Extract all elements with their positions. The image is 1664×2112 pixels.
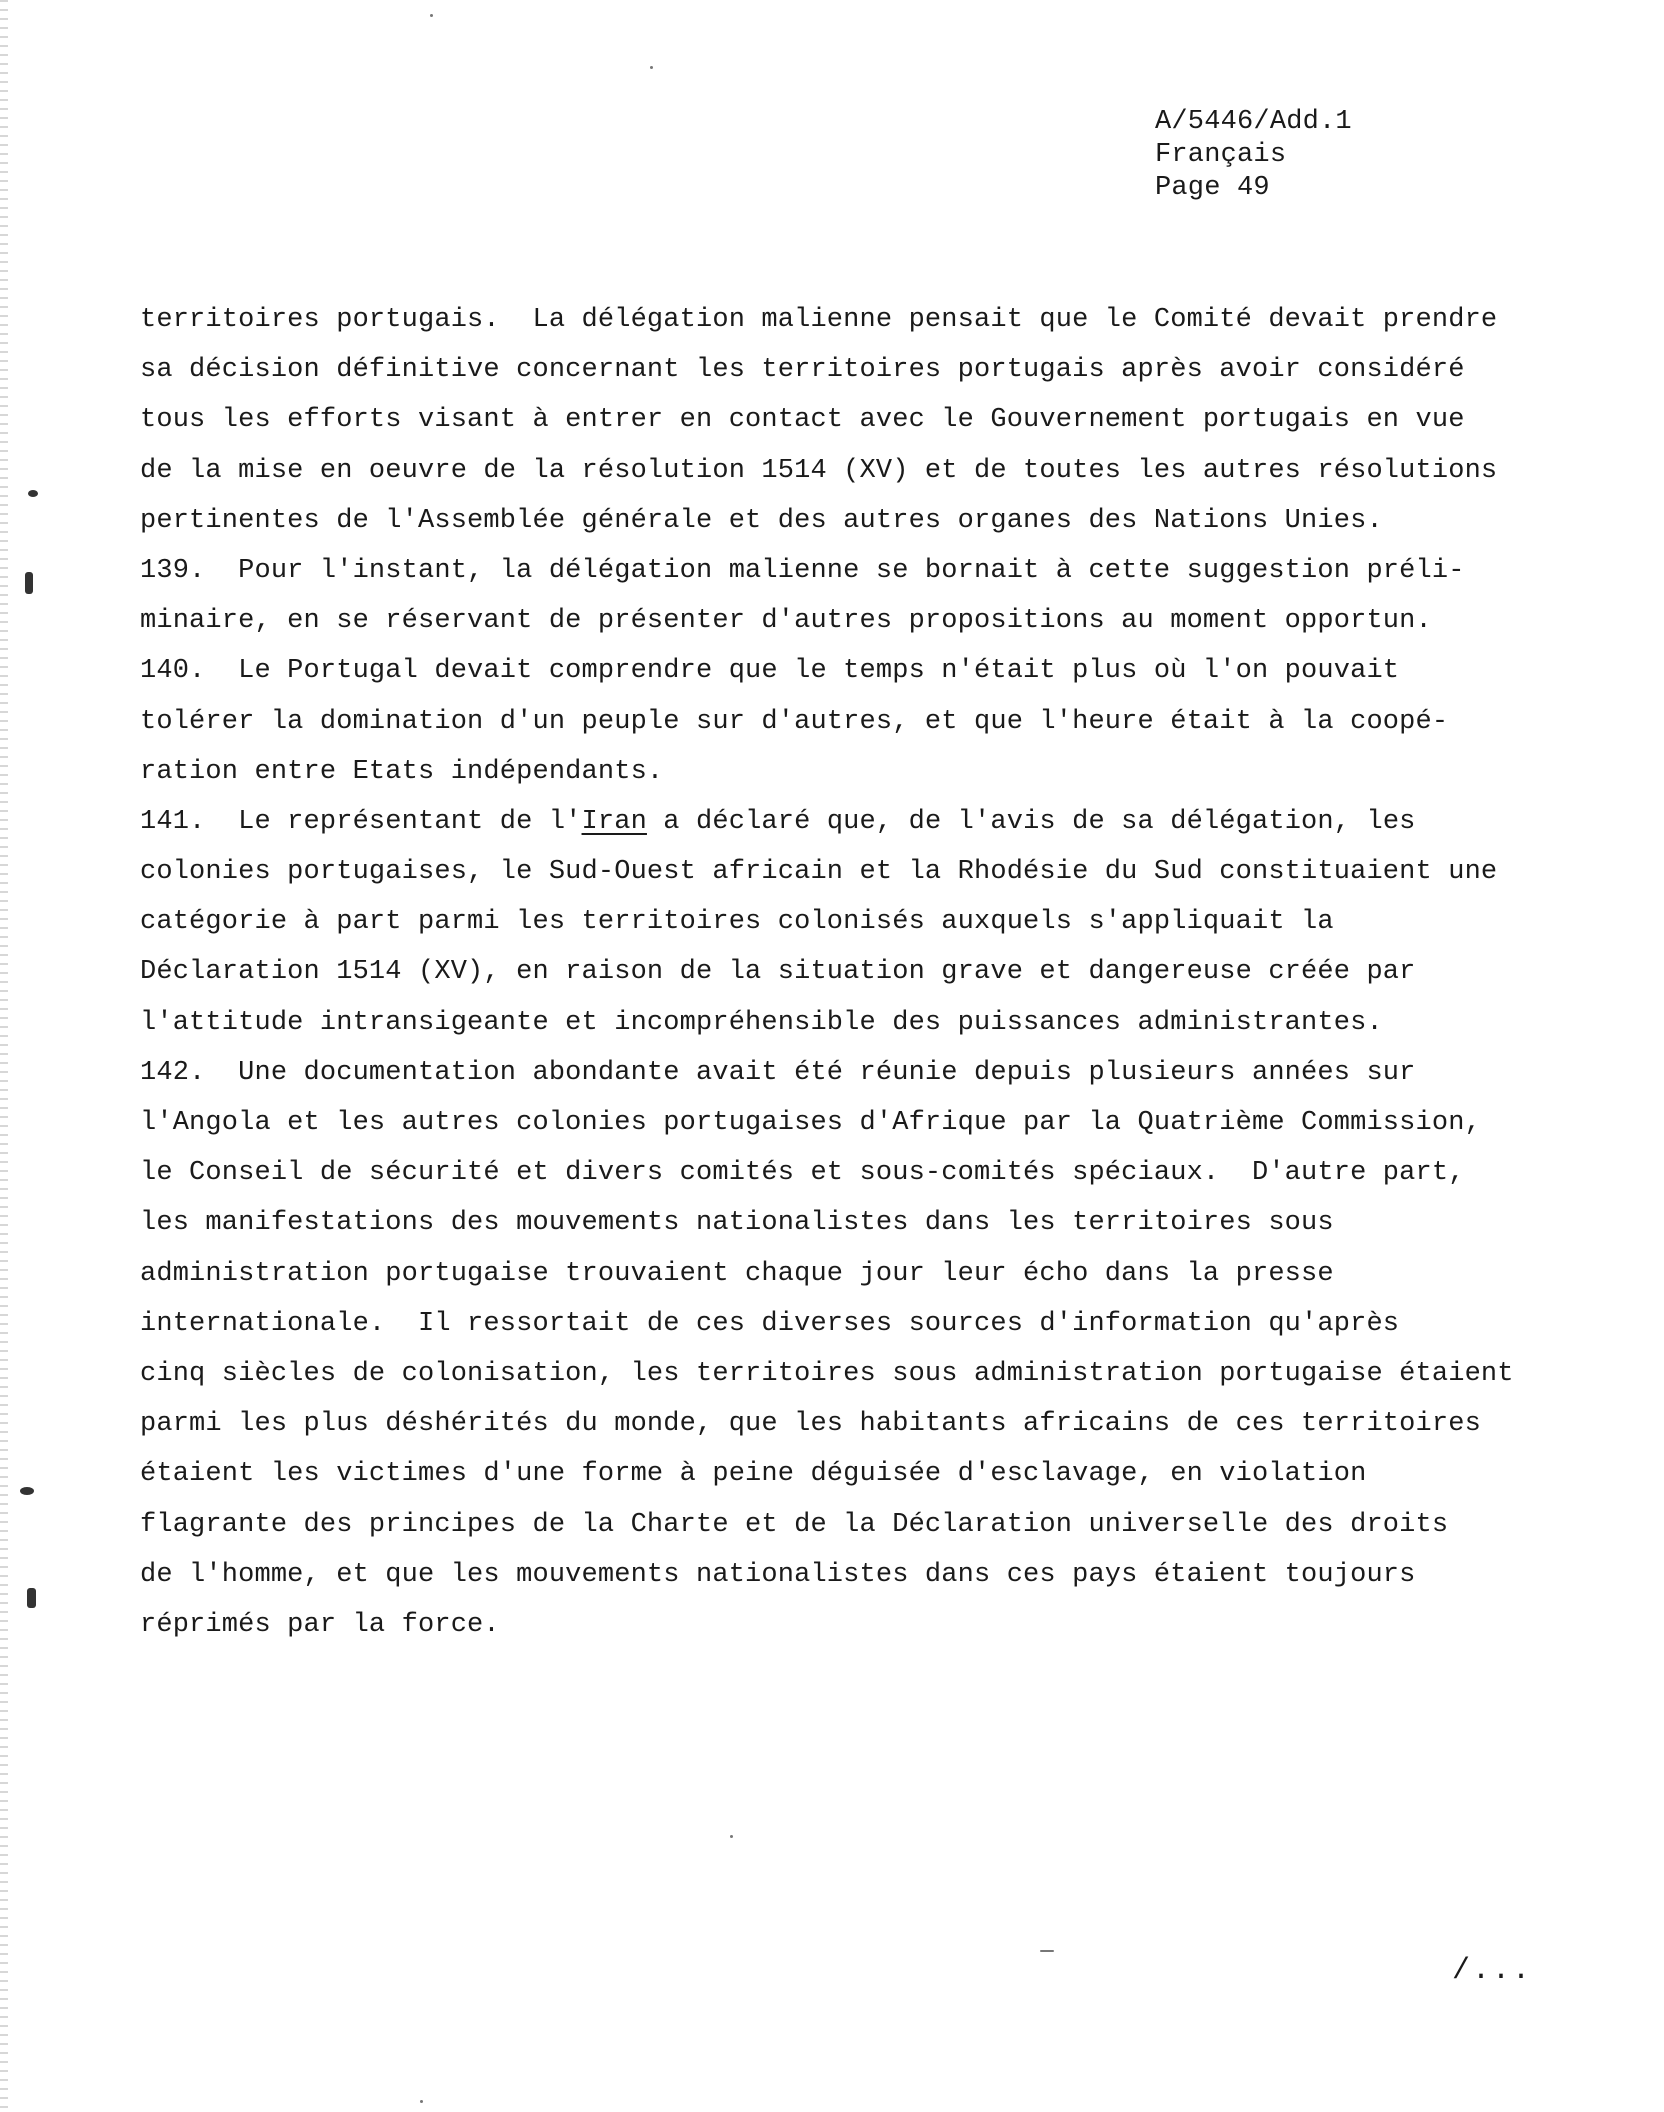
text-line: tous les efforts visant à entrer en contact avec le Gouvernement portugais en vue: [140, 405, 1465, 436]
text-line: l'Angola et les autres colonies portugaises d'Afrique par la Quatrième Commission,: [140, 1108, 1481, 1138]
continuation-mark: /...: [1452, 1954, 1533, 1988]
text-line: les manifestations des mouvements nationalistes dans les territoires sous: [140, 1208, 1334, 1239]
text-line: réprimés par la force.: [140, 1609, 500, 1640]
text-line: de l'homme, et que les mouvements nationalistes dans ces pays étaient toujours: [140, 1559, 1416, 1590]
text-line: l'attitude intransigeante et incompréhensible des puissances administrantes.: [140, 1007, 1383, 1038]
text-line: administration portugaise trouvaient chaque jour leur écho dans la presse: [140, 1258, 1334, 1289]
text-line: minaire, en se réservant de présenter d'autres propositions au moment opportun.: [140, 606, 1432, 637]
text-line: ration entre Etats indépendants.: [140, 756, 664, 787]
text-line: catégorie à part parmi les territoires colonisés auxquels s'appliquait la: [140, 907, 1334, 938]
document-header: [1155, 106, 1352, 205]
text-line: étaient les victimes d'une forme à peine déguisée d'esclavage, en violation: [140, 1459, 1367, 1490]
text-line: internationale. Il ressortait de ces diverses sources d'information qu'après: [140, 1308, 1400, 1339]
text-line: cinq siècles de colonisation, les territoires sous administration portugaise étaient: [140, 1358, 1514, 1389]
scan-mark: [28, 490, 38, 497]
text-segment: 141. Le représentant de l': [140, 806, 582, 837]
scan-speck: [430, 14, 433, 17]
text-line: [140, 800, 1560, 850]
text-line: colonies portugaises, le Sud-Ouest africain et la Rhodésie du Sud constituaient une: [140, 857, 1498, 888]
text-line: sa décision définitive concernant les territoires portugais après avoir considéré: [140, 355, 1465, 386]
scan-speck: [730, 1835, 733, 1838]
scan-mark: [20, 1487, 34, 1495]
scan-speck: [650, 66, 653, 69]
text-line: 142. Une documentation abondante avait été réunie depuis plusieurs années sur: [140, 1057, 1416, 1088]
body-text: [140, 298, 1560, 1653]
text-line: Déclaration 1514 (XV), en raison de la situation grave et dangereuse créée par: [140, 957, 1416, 988]
text-line: territoires portugais. La délégation malienne pensait que le Comité devait prendre: [140, 305, 1498, 335]
text-line: flagrante des principes de la Charte et de la Déclaration universelle des droits: [140, 1509, 1449, 1540]
document-language: Français: [1155, 140, 1287, 170]
text-segment: a déclaré que, de l'avis de sa délégation, les: [646, 806, 1416, 837]
text-line: tolérer la domination d'un peuple sur d'autres, et que l'heure était à la coopé-: [140, 706, 1449, 737]
text-line: 140. Le Portugal devait comprendre que le temps n'était plus où l'on pouvait: [140, 656, 1400, 687]
underlined-country-name: Iran: [581, 806, 647, 837]
document-symbol: A/5446/Add.1: [1155, 107, 1352, 137]
text-line: pertinentes de l'Assemblée générale et des autres organes des Nations Unies.: [140, 505, 1383, 536]
text-line: 139. Pour l'instant, la délégation malienne se bornait à cette suggestion préli-: [140, 555, 1465, 586]
text-line: le Conseil de sécurité et divers comités et sous-comités spéciaux. D'autre part,: [140, 1158, 1465, 1189]
page-number: Page 49: [1155, 173, 1270, 203]
scan-mark: [25, 572, 33, 594]
text-line: de la mise en oeuvre de la résolution 1514 (XV) et de toutes les autres résolutions: [140, 455, 1498, 486]
scan-mark: [27, 1588, 36, 1608]
scan-speck: [1040, 1950, 1054, 1952]
scan-speck: [420, 2100, 423, 2103]
scan-edge-artifact: [0, 0, 8, 2112]
text-line: parmi les plus déshérités du monde, que les habitants africains de ces territoires: [140, 1409, 1481, 1440]
